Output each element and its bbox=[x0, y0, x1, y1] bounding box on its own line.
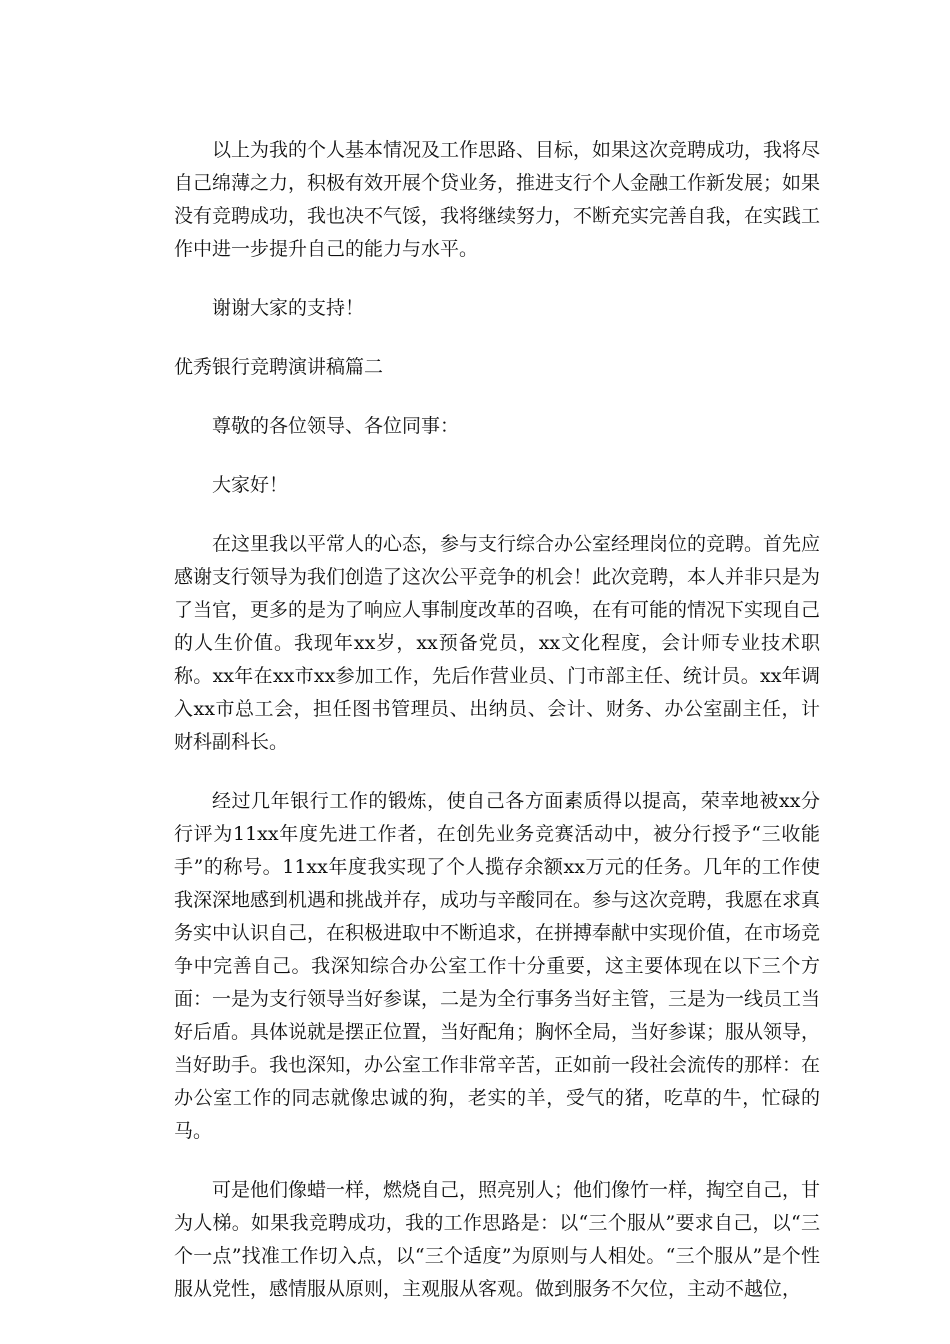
body-paragraph-experience: 经过几年银行工作的锻炼，使自己各方面素质得以提高，荣幸地被xx分行评为11xx年度先进工作者，在创先业务竞赛活动中，被分行授予“三收能手”的称号。11xx年度我实现了个人揽存余额xx万元的任务。几年的工作使我深深地感到机遇和挑战并存，成功与辛酸同在。参与这次竞聘，我愿在求真务实中认识自己，在积极进取中不断追求，在拼搏奉献中实现价值，在市场竞争中完善自己。我深知综合办公室工作十分重要，这主要体现在以下三个方面：一是为支行领导当好参谋，二是为全行事务当好主管，三是为一线员工当好后盾。具体说就是摆正位置，当好配角；胸怀全局，当好参谋；服从领导，当好助手。我也深知，办公室工作非常辛苦，正如前一段社会流传的那样：在办公室工作的同志就像忠诚的狗，老实的羊，受气的猪，吃草的牛，忙碌的马。 bbox=[174, 790, 821, 1142]
salutation: 尊敬的各位领导、各位同事： bbox=[212, 415, 460, 437]
document-content bbox=[174, 134, 820, 1332]
body-paragraph-intro: 在这里我以平常人的心态，参与支行综合办公室经理岗位的竞聘。首先应感谢支行领导为我们创造了这次公平竞争的机会！此次竞聘，本人并非只是为了当官，更多的是为了响应人事制度改革的召唤，在有可能的情况下实现自己的人生价值。我现年xx岁，xx预备党员，xx文化程度，会计师专业技术职称。xx年在xx市xx参加工作，先后作营业员、门市部主任、统计员。xx年调入xx市总工会，担任图书管理员、出纳员、会计、财务、办公室副主任，计财科副科长。 bbox=[174, 533, 821, 753]
body-paragraph-plan: 可是他们像蜡一样，燃烧自己，照亮别人；他们像竹一样，掏空自己，甘为人梯。如果我竞聘成功，我的工作思路是：以“三个服从”要求自己，以“三个一点”找准工作切入点，以“三个适度”为原则与人相处。“三个服从”是个性服从党性，感情服从原则，主观服从客观。做到服务不欠位，主动不越位， bbox=[174, 1179, 821, 1300]
closing-paragraph: 以上为我的个人基本情况及工作思路、目标，如果这次竞聘成功，我将尽自己绵薄之力，积极有效开展个贷业务，推进支行个人金融工作新发展；如果没有竞聘成功，我也决不气馁，我将继续努力，不断充实完善自我，在实践工作中进一步提升自己的能力与水平。 bbox=[174, 139, 821, 260]
section-title: 优秀银行竞聘演讲稿篇二 bbox=[174, 356, 384, 378]
thanks-line: 谢谢大家的支持！ bbox=[212, 297, 365, 319]
greeting: 大家好！ bbox=[212, 474, 289, 496]
